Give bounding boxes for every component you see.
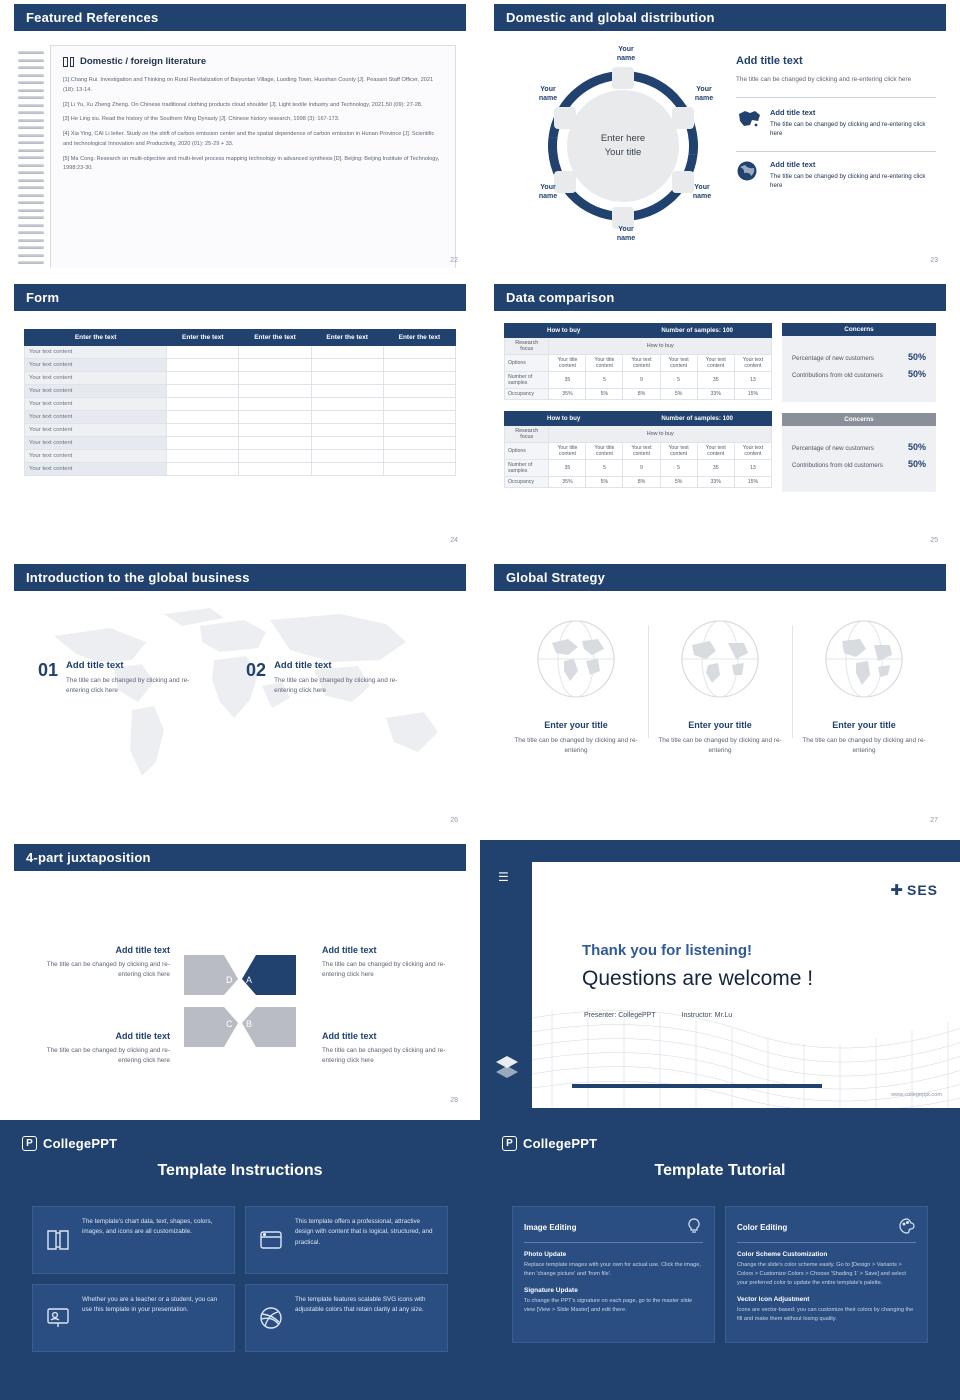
table-cell: 35 [697,460,734,477]
center-line-2: Your title [604,147,642,158]
column-header: Enter the text [311,330,383,346]
slide-header: Introduction to the global business [14,564,466,591]
circle-center-label [567,90,679,202]
concerns-title: Concerns [782,323,936,336]
ses-mark-icon: ✚ [890,881,903,899]
list-item-title: Add title text [770,107,816,117]
table-cell: 5% [586,477,623,488]
table-cell: 5 [660,372,697,389]
table-cell: Your title content [586,355,623,372]
node-label: Your name [538,184,558,201]
slide-header: Form [14,284,466,311]
table-cell [167,437,239,450]
table-row [505,355,772,372]
column-title: Enter your title [544,720,608,730]
instructor-label: Instructor: Mr.Lu [681,1012,733,1019]
section-body: The title can be changed by clicking and re-entering click here [736,76,912,83]
table-cell [167,385,239,398]
table-cell [167,450,239,463]
table-cell: 5% [660,477,697,488]
table-cell [311,450,383,463]
table-cell: 5 [586,372,623,389]
slide-global-strategy [480,560,960,840]
world-map-graphic [14,590,466,812]
svg-text:C: C [226,1019,233,1029]
instruction-text: Whether you are a teacher or a student, you can use this template in your presentation. [82,1296,218,1314]
ses-logo-text: SES [906,882,938,898]
comparison-table [504,411,772,488]
quadrant-title: Add title text [115,1031,170,1041]
table-cell: Your text content [25,372,167,385]
table-cell: 5 [660,460,697,477]
page-number: 27 [930,817,938,824]
table-cell: 33% [697,477,734,488]
thanks-line: Thank you for listening! [582,942,753,959]
table-cell: Your text content [697,355,734,372]
table-row [25,437,456,450]
brand-logo [22,1136,117,1151]
table-cell: 35 [549,460,586,477]
section-body: To change the PPT's signature on each page, go to the master slide view [View > Slide Master] and edit there. [524,1297,693,1313]
table-cell: 35% [549,389,586,400]
table-cell [311,463,383,476]
table-cell: 35 [549,372,586,389]
table-row [25,359,456,372]
page-number: 22 [450,257,458,264]
node-connector [612,67,634,89]
table-cell [311,424,383,437]
table-cell: 13 [734,460,771,477]
concern-label: Contributions from old customers [792,462,883,469]
tutorial-section [737,1251,916,1288]
concern-line [792,352,926,362]
accent-bar [572,1084,822,1088]
concern-label: Contributions from old customers [792,372,883,379]
section-title: Signature Update [524,1286,578,1294]
table-cell [167,346,239,359]
table-cell [383,411,455,424]
list-item-title: Add title text [770,159,816,169]
table-cell: 8% [623,389,660,400]
row-label: Number of samples [505,372,549,389]
panel-title: Image Editing [524,1222,577,1232]
tutorial-panel [725,1206,928,1343]
block-body: The title can be changed by clicking and re-entering click here [274,677,398,694]
section-body: Replace template images with your own for actual use. Click the image, then 'change picture' and 'from file'. [524,1262,701,1277]
concerns-box [782,323,936,402]
table-row [505,443,772,460]
table-cell [383,437,455,450]
ses-logo [890,882,938,898]
node-connector [554,107,576,129]
divider [736,151,936,152]
table-row [25,372,456,385]
table-row [25,450,456,463]
tutorial-section [737,1296,916,1324]
table-title-left: How to buy [505,412,623,426]
map-china-icon [736,108,762,130]
instruction-card [245,1284,448,1352]
page-number: 23 [930,257,938,264]
table-cell: 9 [623,372,660,389]
table-cell: Your text content [25,411,167,424]
reference-card-title [63,56,443,67]
table-cell: Your title content [549,355,586,372]
row-label: Occupancy [505,389,549,400]
globe-icon [534,617,618,701]
column-body: The title can be changed by clicking and re-entering [514,737,638,754]
table-cell [311,359,383,372]
slide-global-business-intro [0,560,480,840]
concern-value: 50% [907,352,926,362]
table-cell: 5% [586,389,623,400]
quadrant-title: Add title text [115,945,170,955]
svg-text:B: B [246,1019,253,1029]
page-title: Template Tutorial [654,1162,786,1179]
table-cell [167,463,239,476]
quadrant-body: The title can be changed by clicking and re-entering click here [46,961,170,978]
column-title: Enter your title [832,720,896,730]
row-label: Number of samples [505,460,549,477]
block-number: 02 [246,660,267,680]
table-cell: Your text content [25,424,167,437]
table-cell: 15% [734,389,771,400]
table-subheader-row [505,338,772,355]
page-title: Template Instructions [157,1162,323,1179]
section-title: Color Scheme Customization [737,1251,828,1258]
dribbble-icon [256,1295,286,1341]
reference-item: [2] Li Yu, Xu Zheng Zheng. On Chinese traditional clothing products cloud shoulder [J]. Light textile Industry and Technology, 2021,50 (09): 27-28. [63,101,423,108]
block-number: 01 [38,660,59,680]
table-cell [383,450,455,463]
table-cell [239,437,311,450]
column-header: Enter the text [239,330,311,346]
table-cell [167,359,239,372]
section-title: Vector Icon Adjustment [737,1295,810,1303]
palette-icon [898,1217,916,1237]
table-header-row [25,330,456,346]
questions-line: Questions are welcome ! [582,967,814,990]
table-cell: Your text content [660,443,697,460]
table-cell [383,346,455,359]
concern-line [792,369,926,379]
slide-header: Data comparison [494,284,946,311]
table-cell [383,372,455,385]
concern-label: Percentage of new customers [792,445,874,452]
instruction-text: The template features scalable SVG icons with adjustable colors that retain clarity at any size. [295,1296,426,1314]
collegeppt-mark-icon: P [502,1136,517,1151]
collegeppt-mark-icon: P [22,1136,37,1151]
comparison-table [504,323,772,400]
divider [736,97,936,98]
table-cell [167,398,239,411]
table-cell: Your title content [586,443,623,460]
list-item-body: The title can be changed by clicking and re-entering click here [770,120,926,138]
slide-thank-you [480,840,960,1120]
table-cell [239,372,311,385]
subheader-right: How to buy [549,338,772,355]
reference-card-title-text: Domestic / foreign literature [80,56,207,67]
list-item [736,108,936,139]
table-cell [311,398,383,411]
book-icon [43,1217,73,1263]
table-row [25,346,456,359]
table-title-row [505,324,772,338]
slide-header: 4-part juxtaposition [14,844,466,871]
brand-name: CollegePPT [43,1136,118,1151]
strategy-column [792,617,936,756]
numbered-block [246,660,404,696]
node-label: Your name [616,226,636,243]
table-cell: Your text content [697,443,734,460]
quadrant-title: Add title text [322,1031,377,1041]
table-cell [239,424,311,437]
slide-template-tutorial [480,1120,960,1400]
concern-value: 50% [907,442,926,452]
concerns-title: Concerns [782,413,936,426]
presenter-icon [43,1295,73,1341]
table-cell [239,346,311,359]
table-cell [383,463,455,476]
row-label: Options [505,443,549,460]
slide-4-part-juxtaposition [0,840,480,1120]
slide-data-comparison [480,280,960,560]
reference-card [50,45,456,268]
table-row [25,424,456,437]
table-cell [383,359,455,372]
table-cell [167,372,239,385]
slide-template-instructions [0,1120,480,1400]
table-cell: Your text content [25,463,167,476]
concerns-box [782,413,936,492]
instruction-card [245,1206,448,1274]
svg-text:D: D [226,975,233,985]
table-title-right: Number of samples: 100 [623,412,772,426]
table-cell: Your title content [549,443,586,460]
table-row [505,389,772,400]
table-cell: 13 [734,372,771,389]
table-cell: Your text content [623,355,660,372]
table-cell: 8% [623,477,660,488]
column-header: Enter the text [25,330,167,346]
section-body: Change the slide's color scheme easily. Go to [Design > Variants > Colors > Customize Colors > Choose 'Shading 1' > Save] and select your preferred color to update the entire template's palette. [737,1262,906,1286]
strategy-column [648,617,792,756]
table-cell [383,385,455,398]
table-row [505,460,772,477]
reference-item: [1] Chang Rui. Investigation and Thinking on Rural Revitalization of Baiyuntan Village, Luoding Town, Huoshan County [J]. Peasant Staff Officer, 2021 (18): 13-14. [63,77,434,93]
quadrant-body: The title can be changed by clicking and re-entering click here [46,1047,170,1064]
table-row [25,398,456,411]
menu-icon[interactable]: ☰ [498,870,509,884]
table-cell: Your text content [25,437,167,450]
numbered-block [38,660,196,696]
node-connector [672,107,694,129]
table-cell [311,437,383,450]
table-subheader-row [505,426,772,443]
table-title-row [505,412,772,426]
quadrant-block [30,1031,170,1066]
svg-text:A: A [246,975,253,985]
quadrant-block [322,945,462,980]
concern-value: 50% [907,369,926,379]
column-body: The title can be changed by clicking and re-entering [658,737,782,754]
table-cell: 35 [697,372,734,389]
page-number: 28 [450,1097,458,1104]
table-cell [239,463,311,476]
instruction-text: This template offers a professional, attractive design with content that is logical, structured, and practical. [295,1218,433,1246]
list-item [736,160,936,191]
globe-icon [822,617,906,701]
x-diagram [180,949,300,1053]
table-cell [239,359,311,372]
column-header: Enter the text [383,330,455,346]
circular-diagram [504,45,732,245]
reference-item: [4] Xia Ying, CAI Li letter. Study on the shift of carbon emission center and the spatial dependence of carbon emission in Hunan Province [J]. Scientific and technological Innovation and Productivity, 2020 (01): 25-29 + 33. [63,131,435,147]
row-label: Occupancy [505,477,549,488]
concern-label: Percentage of new customers [792,355,874,362]
slide-header: Global Strategy [494,564,946,591]
block-title: Add title text [274,660,332,671]
table-cell [239,398,311,411]
table-title-right: Number of samples: 100 [623,324,772,338]
table-cell: Your text content [623,443,660,460]
page-number: 26 [450,817,458,824]
row-label: Options [505,355,549,372]
bulb-icon [685,1217,703,1237]
subheader-left: Research focus [505,426,549,443]
table-row [25,463,456,476]
table-cell: Your text content [25,346,167,359]
website-label: www.collegeppt.com [891,1092,942,1098]
slide-featured-references [0,0,480,280]
quadrant-body: The title can be changed by clicking and re-entering click here [322,1047,446,1064]
form-table [24,329,456,476]
table-row [505,372,772,389]
table-cell: Your text content [25,398,167,411]
reference-item: [3] He Ling xiu. Read the history of the Southern Ming Dynasty [J]. Chinese history research, 1998 (3): 167-173. [63,116,340,123]
table-cell [239,411,311,424]
table-row [25,411,456,424]
table-cell: 15% [734,477,771,488]
column-header: Enter the text [167,330,239,346]
quadrant-body: The title can be changed by clicking and re-entering click here [322,961,446,978]
table-row [25,385,456,398]
table-cell [383,398,455,411]
subheader-left: Research focus [505,338,549,355]
globe-icon [678,617,762,701]
table-cell [167,424,239,437]
table-cell: Your text content [25,385,167,398]
panel-title: Color Editing [737,1222,788,1232]
instruction-text: The template's chart data, text, shapes, colors, images, and icons are all customizable. [82,1218,213,1236]
table-cell [239,385,311,398]
layers-icon[interactable] [494,1053,520,1084]
table-cell: 33% [697,389,734,400]
book-icon [63,57,74,67]
table-cell [167,411,239,424]
presenter-label: Presenter: CollegePPT [584,1012,656,1019]
table-cell: 5% [660,389,697,400]
table-cell: 9 [623,460,660,477]
subheader-right: How to buy [549,426,772,443]
quadrant-block [322,1031,462,1066]
table-cell [311,411,383,424]
column-body: The title can be changed by clicking and re-entering [802,737,926,754]
block-body: The title can be changed by clicking and re-entering click here [66,677,190,694]
concern-line [792,442,926,452]
reference-item: [5] Ma Cong. Research on multi-objective and multi-level process mapping technology in advanced synthesis [D]. Beijing: Beijing Institute of Technology, 1998:23-30. [63,155,440,172]
spiral-binding-icon [18,45,44,268]
section-title: Photo Update [524,1251,567,1258]
window-icon [256,1217,286,1263]
wireframe-graphic [532,988,960,1108]
brand-name: CollegePPT [523,1136,598,1151]
table-title-left: How to buy [505,324,623,338]
table-cell: Your text content [734,443,771,460]
slide-header: Featured References [14,4,466,31]
table-cell [311,346,383,359]
page-number: 24 [450,537,458,544]
brand-logo [502,1136,597,1151]
slide-form [0,280,480,560]
node-label: Your name [692,184,712,201]
table-cell: Your text content [734,355,771,372]
instruction-card [32,1284,235,1352]
page-number: 25 [930,537,938,544]
strategy-column [504,617,648,756]
node-label: Your name [538,86,558,103]
instruction-card [32,1206,235,1274]
section-body: Icons are vector-based: you can customize their colors by changing the fill and make them without losing quality. [737,1306,914,1322]
tutorial-section [524,1287,703,1315]
node-label: Your name [694,86,714,103]
table-cell: Your text content [25,359,167,372]
column-title: Enter your title [688,720,752,730]
quadrant-block [30,945,170,980]
table-cell: 5 [586,460,623,477]
section-title: Add title text [736,55,803,67]
list-item-body: The title can be changed by clicking and re-entering click here [770,172,926,189]
tutorial-section [524,1251,703,1279]
tutorial-panel [512,1206,715,1343]
globe-icon [736,160,762,182]
slide-domestic-global-distribution [480,0,960,280]
table-cell [311,385,383,398]
table-cell: Your text content [660,355,697,372]
slide-header: Domestic and global distribution [494,4,946,31]
table-row [505,477,772,488]
table-cell: 35% [549,477,586,488]
concern-line [792,459,926,469]
center-line-1: Enter here [600,132,646,144]
table-cell: Your text content [25,450,167,463]
table-cell [311,372,383,385]
table-cell [239,450,311,463]
block-title: Add title text [66,660,124,671]
quadrant-title: Add title text [322,945,377,955]
table-cell [383,424,455,437]
node-label: Your name [616,46,636,63]
concern-value: 50% [907,459,926,469]
